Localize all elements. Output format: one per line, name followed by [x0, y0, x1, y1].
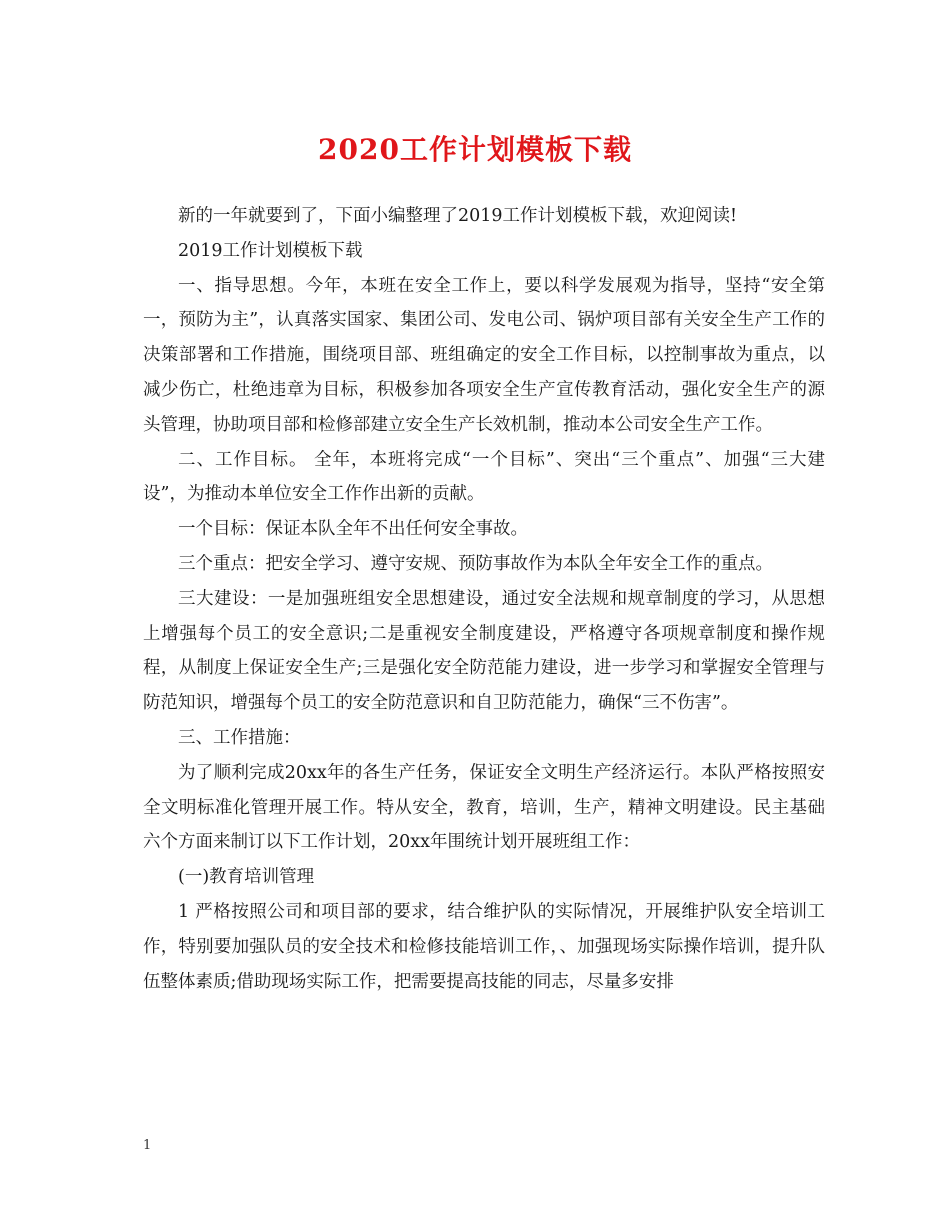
paragraph-work-measures-heading: 三、工作措施： [178, 727, 301, 748]
page-number: 1 [143, 1138, 152, 1153]
paragraph-subtitle: 2019工作计划模板下载 [178, 240, 363, 261]
paragraph-three-focuses: 三个重点：把安全学习、遵守安规、预防事故作为本队全年安全工作的重点。 [178, 553, 773, 574]
paragraph-three-constructions: 三大建设：一是加强班组安全思想建设，通过安全法规和规章制度的学习，从思想上增强每个员工的安全意识;二是重视安全制度建设，严格遵守各项规章制度和操作规程，从制度上保证安全生产;三是强化安全防范能力建设，进一步学习和掌握安全管理与防范知识，增强每个员工的安全防范意识和自卫防范能力，确保“三不伤害”。 [143, 588, 825, 714]
document-title: 2020工作计划模板下载 [318, 133, 632, 166]
paragraph-guiding-ideology: 一、指导思想。今年，本班在安全工作上，要以科学发展观为指导，坚持“安全第一，预防为主”，认真落实国家、集团公司、发电公司、锅炉项目部有关安全生产工作的决策部署和工作措施，围绕项目部、班组确定的安全工作目标，以控制事故为重点，以减少伤亡，杜绝违章为目标，积极参加各项安全生产宣传教育活动，强化安全生产的源头管理，协助项目部和检修部建立安全生产长效机制，推动本公司安全生产工作。 [143, 275, 825, 435]
paragraph-one-goal: 一个目标：保证本队全年不出任何安全事故。 [178, 519, 528, 540]
document-body [143, 199, 825, 999]
paragraph-intro: 新的一年就要到了，下面小编整理了2019工作计划模板下载，欢迎阅读! [178, 206, 738, 226]
paragraph-training-item-1: 1 严格按照公司和项目部的要求，结合维护队的实际情况，开展维护队安全培训工作，特别要加强队员的安全技术和检修技能培训工作，、加强现场实际操作培训，提升队伍整体素质;借助现场实际工作，把需要提高技能的同志，尽量多安排 [143, 901, 825, 992]
paragraph-work-goal: 二、工作目标。 全年，本班将完成“一个目标”、突出“三个重点”、加强“三大建设”，为推动本单位安全工作作出新的贡献。 [143, 449, 825, 505]
paragraph-training-heading: (一)教育培训管理 [178, 867, 315, 888]
paragraph-work-measures: 为了顺利完成20xx年的各生产任务，保证安全文明生产经济运行。本队严格按照安全文明标准化管理开展工作。特从安全，教育，培训，生产，精神文明建设。民主基础六个方面来制订以下工作计划，20xx年围统计划开展班组工作： [143, 762, 825, 853]
